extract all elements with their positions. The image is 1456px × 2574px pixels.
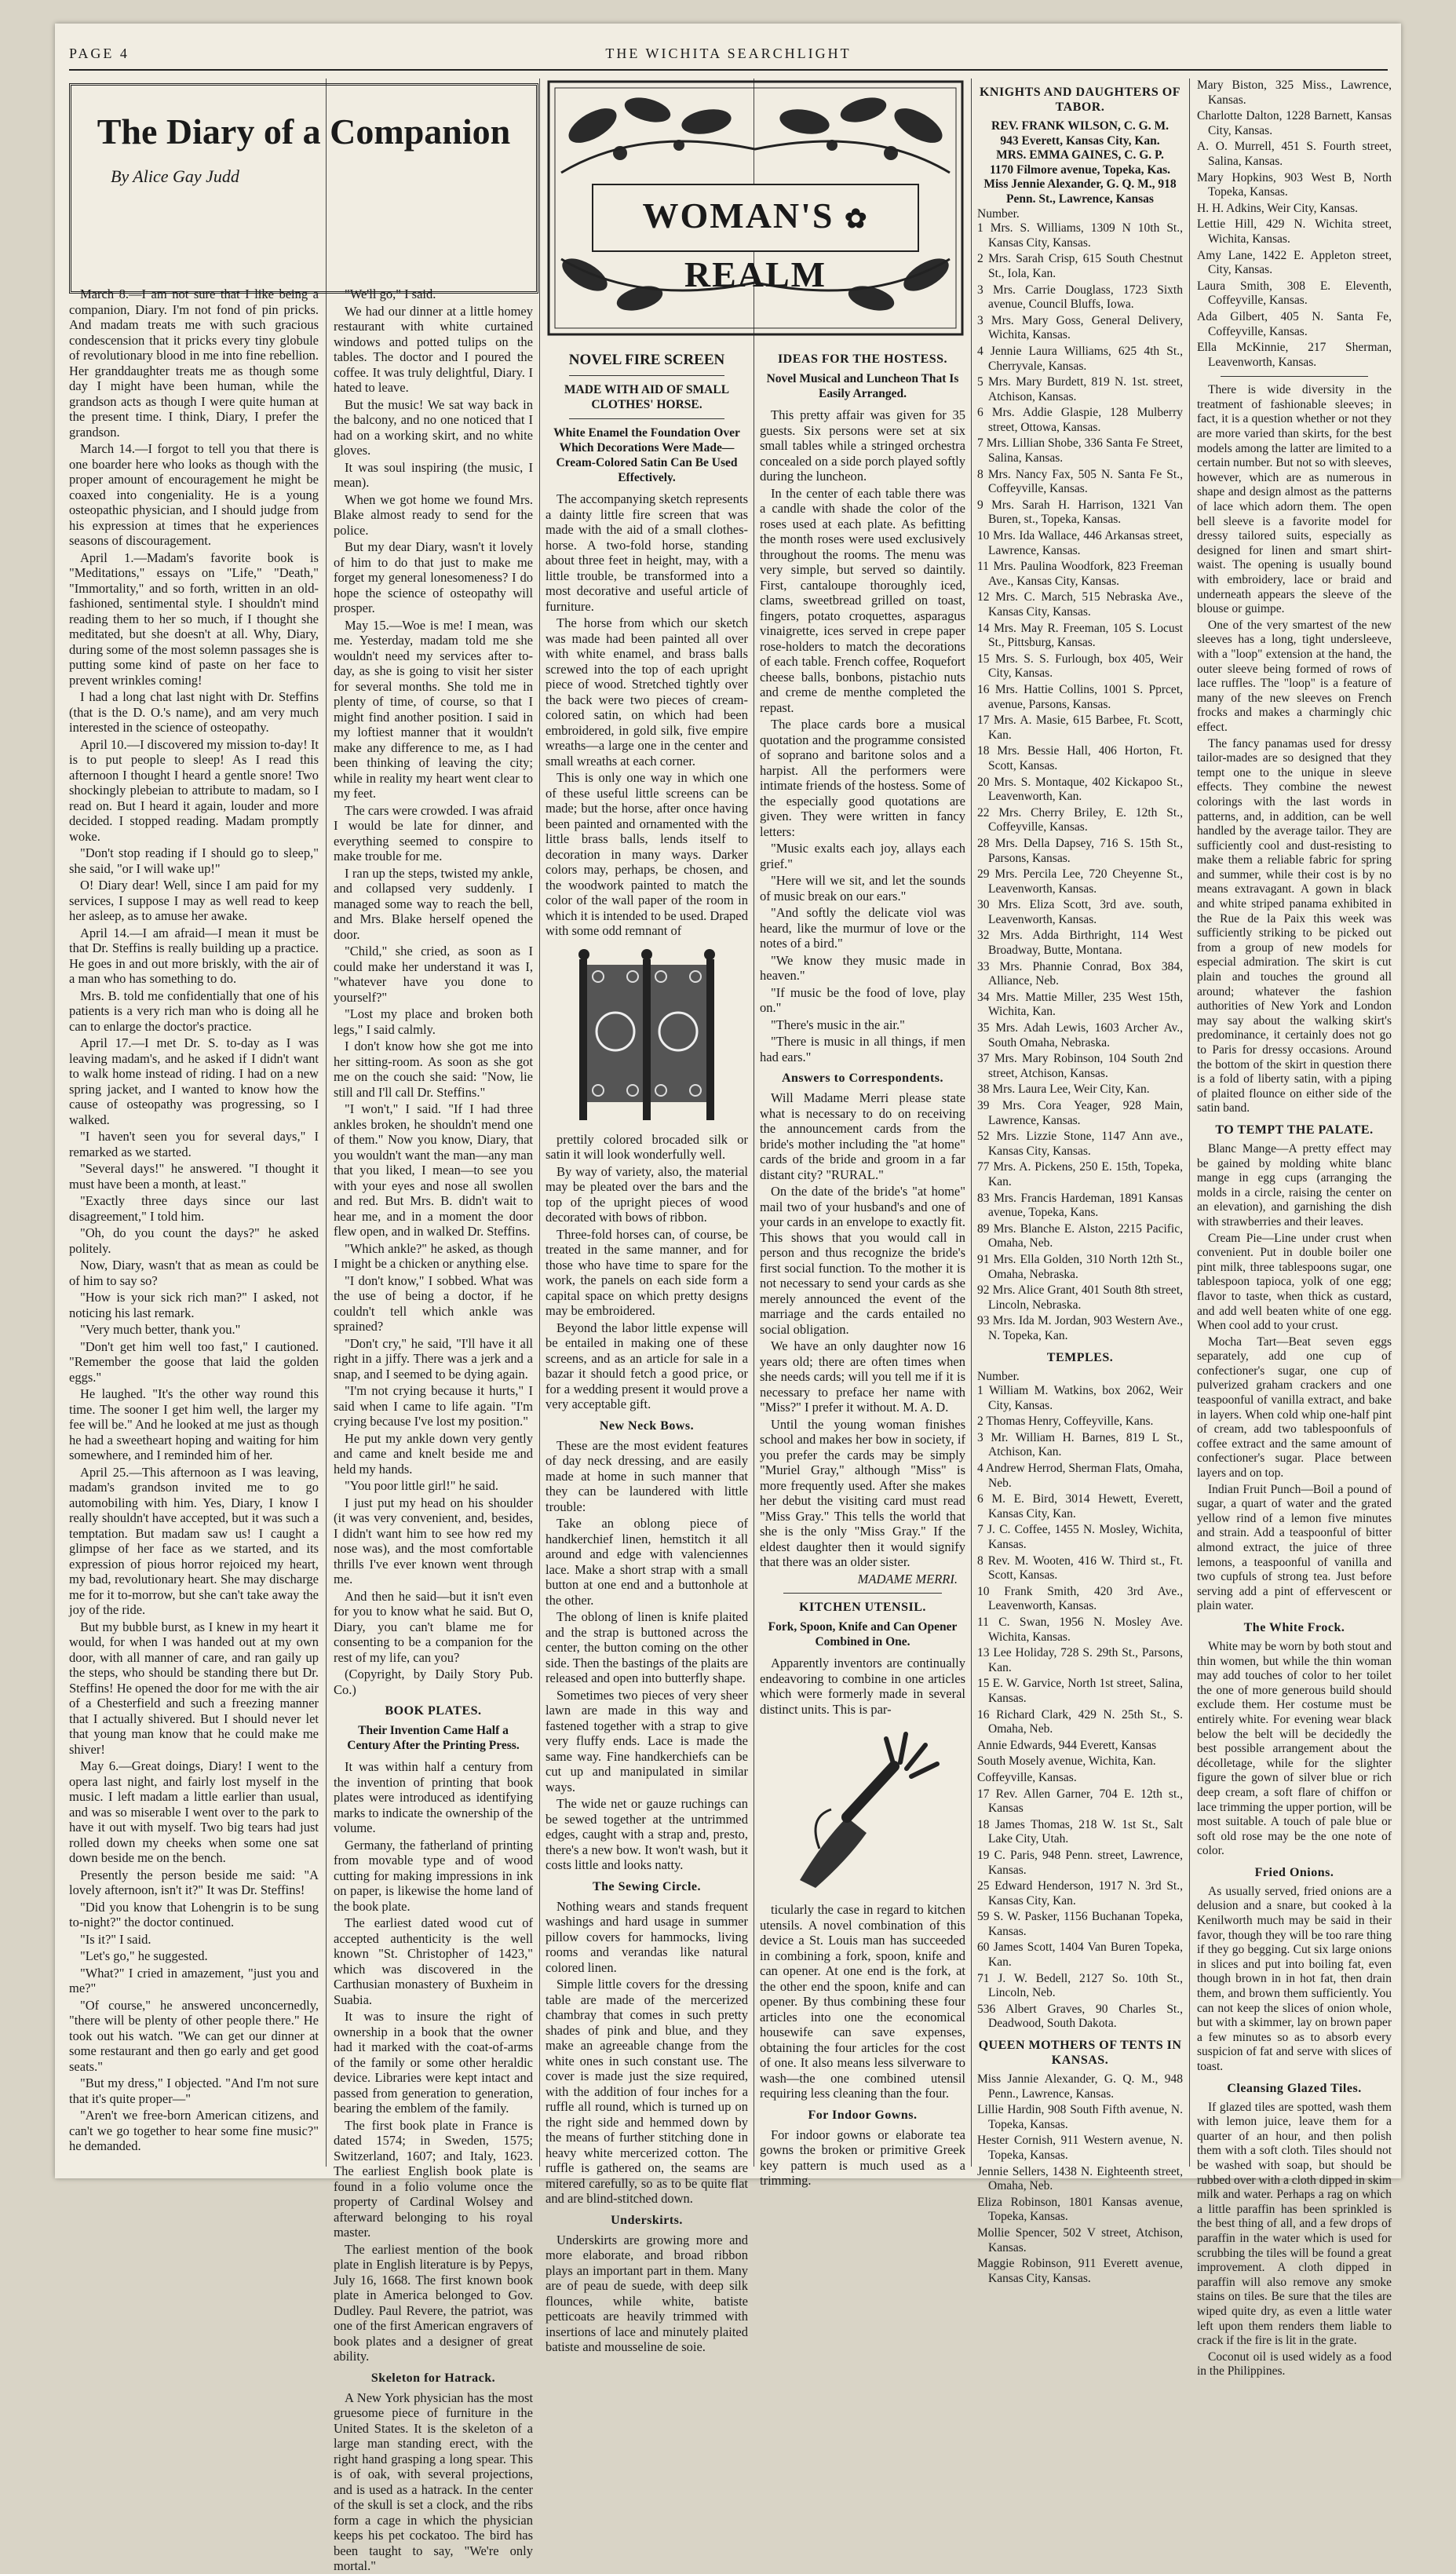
book-plates-paragraph: The first book plate in France is dated 1574; in Sweden, 1575; Switzerland, 1607; and Italy, 1623. The earliest English book plate is found in a folio volume once the property of Cardinal Wolsey and afterward belonging to his royal master. xyxy=(334,2117,533,2240)
diary-paragraph: "Let's go," he suggested. xyxy=(80,1948,208,1963)
list-item: Miss Jannie Alexander, G. Q. M., 948 Penn., Lawrence, Kansas. xyxy=(977,2072,1183,2101)
diary-paragraph: He put my ankle down very gently and came and knelt beside me and held my hands. xyxy=(334,1430,533,1477)
list-item: 22 Mrs. Cherry Briley, E. 12th St., Coffeyville, Kansas. xyxy=(977,805,1183,834)
hostess-body xyxy=(760,407,965,1064)
sleeves-paragraph: The fancy panamas used for dressy tailor-mades are so designed that they tempt one to the unique in sleeve effects. They combine the newest colorings with the last words in patterns, and, in addition, can be well handled by the average tailor. They are sufficiently cool and dust-resisting to make them a reliable fabric for spring and summer, while their cost is by no means extravagant. A gown in black and white striped panama exhibited in the Rue de la Paix this week was sufficiently striking to be picked out from a group of new models for especial admiration. The skirt is cut plain and touches the ground all around; whatever the fashion authorities of New York and London may say about the walking skirt's predominance, it certainly does not go to Paris for dressy occasions. Around the bottom of the skirt in question there is a fold of liberty satin, with a piping of plaited flounce on either side of the satin band. xyxy=(1197,736,1392,1115)
sleeves-paragraph: One of the very smartest of the new sleeves has a long, tight undersleeve, with a "loop" extension at the hand, the outer sleeve being formed of rows of lace ruffles. The "loop" is a feature of many of the new sleeves on French frocks and makes a charmingly chic effect. xyxy=(1197,618,1392,734)
knights-title: KNIGHTS AND DAUGHTERS OF TABOR. xyxy=(979,86,1181,114)
column-rule xyxy=(971,78,972,2167)
palate-title: TO TEMPT THE PALATE. xyxy=(1215,1123,1374,1137)
diary-paragraph: I had a long chat last night with Dr. Steffins (that is the D. O.'s name), and am very much interested in the science of osteopathy. xyxy=(69,689,319,735)
knights-number-label: Number. xyxy=(977,206,1020,221)
book-plates-paragraph: The earliest mention of the book plate in English literature is by Pepys, July 16, 1668. The first known book plate in America belonged to Gov. Dudley. Paul Revere, the patriot, was one of the first American engravers of book plates and a designer of great ability. xyxy=(334,2241,533,2364)
list-item: Eliza Robinson, 1801 Kansas avenue, Topeka, Kansas. xyxy=(977,2195,1183,2224)
hostess-paragraph: "There's music in the air." xyxy=(771,1017,905,1032)
diary-paragraph: "Is it?" I said. xyxy=(80,1931,151,1947)
diary-paragraph: "Don't cry," he said, "I'll have it all right in a jiffy. There was a jerk and a snap, and I seemed to be dying again. xyxy=(334,1335,533,1382)
diary-body xyxy=(69,287,319,2154)
fire-screen-paragraph: Beyond the labor little expense will be entailed in making one of these screens, and as an article for sale in a bazar it should fetch a good price, or for a wedding present it would prove a very acceptable gift. xyxy=(546,1320,748,1411)
underskirts-body xyxy=(546,2233,748,2355)
fire-screen-paragraph: By way of variety, also, the material may be pleated over the bars and the top of the upright pieces of wood decorated with bows of ribbon. xyxy=(546,1163,748,1225)
diary-paragraph: But my bubble burst, as I knew in my heart it would, for when I was handed out at my own door, with all manner of care, and ran gaily up the steps, who should be standing there but Dr. Steffins! He opened the door for me with the air of a Chesterfield and such a freezing manner that I actually shivered. But I should never let that young man know that he could make me shiver! xyxy=(69,1619,319,1757)
fire-screen-title: NOVEL FIRE SCREEN xyxy=(568,352,725,368)
diary-paragraph: "Don't stop reading if I should go to sleep," she said, "or I will wake up!" xyxy=(69,845,319,876)
neck-bows-paragraph: The oblong of linen is knife plaited and the strap is buttoned across the center, the button coming on the other side. Then the bastings of the plaits are released and open into butterfly shape. xyxy=(546,1609,748,1685)
list-item: 33 Mrs. Phannie Conrad, Box 384, Alliance, Neb. xyxy=(977,959,1183,988)
list-item: 15 Mrs. S. S. Furlough, box 405, Weir City, Kansas. xyxy=(977,652,1183,681)
list-item: 11 C. Swan, 1956 N. Mosley Ave. Wichita, Kansas. xyxy=(977,1616,1183,1644)
diary-paragraph: April 17.—I met Dr. S. to-day as I was leaving madam's, and he asked if I didn't want to walk home instead of riding. I had on a new spring jacket, and I wanted to know how the cause of osteopathy was progressing, so I walked. xyxy=(69,1035,319,1127)
hatrack-body xyxy=(334,2390,533,2574)
neck-bows-paragraph: The wide net or gauze ruchings can be sewed together at the untrimmed edges, caught with a strap and, presto, there's a new bow. It won't wash, but it costs little and looks natty. xyxy=(546,1796,748,1872)
fire-screen-paragraph: The accompanying sketch represents a dainty little fire screen that was made with the aid of a small clothes-horse. A two-fold horse, standing about three feet in height, may, with a little trouble, be transformed into a most decorative and useful article of furniture. xyxy=(546,491,748,614)
fried-onions-paragraph: As usually served, fried onions are a delusion and a snare, but cooked à la Kenilworth much may be said in their favor, though they will be too rare thing if they go begging. Cut six large onions in slices and put into boiling fat, even though brown in in hot fat, then drain them, and brown them sufficiently. You can not keep the slices of onion whole, but with a skimmer, lay on brown paper a few minutes so as to absorb every suspicion of fat and serve with slices of toast. xyxy=(1197,1884,1392,2073)
hostess-deck: Novel Musical and Luncheon That Is Easily Arranged. xyxy=(766,372,959,400)
kitchen-paragraph: ticularly the case in regard to kitchen utensils. A novel combination of this device a St. Louis man has succeeded in combining a fork, spoon, knife and can opener. At one end is the fork, at the other end the spoon, knife and can opener. By thus combining these four articles into one the economical housewife can save expenses, obtaining the four articles for the cost of one. It also means less silverware to wash—the one combined utensil requiring less cleaning than the four. xyxy=(760,1902,965,2101)
list-item: Ella McKinnie, 217 Sherman, Leavenworth, Kansas. xyxy=(1197,341,1392,369)
diary-paragraph: We had our dinner at a little homey restaurant with white curtained windows and potted tulips on the tables. The doctor and I poured the coffee. It was truly delightful, Diary. I hated to leave. xyxy=(334,303,533,395)
recipe-paragraph: Cream Pie—Line under crust when convenient. Put in double boiler one pint milk, three tablespoons sugar, one tablespoon tapioca, yolk of one egg; flavor to taste, when thick as custard, and add well beaten white of one egg. When cool add to your crust. xyxy=(1197,1231,1392,1333)
diary-paragraph: "Don't get him well too fast," I cautioned. "Remember the goose that laid the golden eggs." xyxy=(69,1338,319,1385)
hostess-paragraph: This pretty affair was given for 35 guests. Six persons were set at six small tables while a stringed orchestra concealed on a side porch played softly during the luncheon. xyxy=(760,407,965,484)
kitchen-body-continued xyxy=(760,1902,965,2101)
column-2 xyxy=(334,287,533,2573)
book-plates-title: BOOK PLATES. xyxy=(385,1704,482,1718)
diary-paragraph: March 8.—I am not sure that I like being a companion, Diary. I'm not fond of pin pricks. And madam treats me with such gracious condescension that it pricks every tiny globule of revolutionary blood in me into fine rebellion. Her granddaughter treats me as though some day I might have been human, while the grandson acts as though I were quite human at the present time. I think, Diary, I prefer the grandson. xyxy=(69,287,319,440)
list-item: 18 Mrs. Bessie Hall, 406 Horton, Ft. Scott, Kansas. xyxy=(977,744,1183,772)
list-item: Laura Smith, 308 E. Eleventh, Coffeyville, Kansas. xyxy=(1197,279,1392,308)
list-item: 10 Mrs. Ida Wallace, 446 Arkansas street, Lawrence, Kansas. xyxy=(977,529,1183,557)
hostess-paragraph: "Here will we sit, and let the sounds of music break on our ears." xyxy=(760,873,965,904)
list-item: 19 C. Paris, 948 Penn. street, Lawrence, Kansas. xyxy=(977,1848,1183,1877)
sleeves-paragraph: There is wide diversity in the treatment of fashionable sleeves; in fact, it is a question whether or not they are more varied than skirts, for the best models among the latter are limited to a certain number. But not so with sleeves, however, which are as numerous in shape and design almost as the patterns of lace which adorn them. The open bell sleeve is a favorite model for dressy tailored suits, especially as designed for linen and smart shirt-waist. The opening is usually bound with embroidery, lace or braid and underneath appears the sleeve of the blouse or guimpe. xyxy=(1197,383,1392,616)
temples-number-label: Number. xyxy=(977,1369,1020,1383)
list-item: 3 Mrs. Carrie Douglass, 1723 Sixth avenue, Council Bluffs, Iowa. xyxy=(977,283,1183,312)
hostess-paragraph: "If music be the food of love, play on." xyxy=(760,984,965,1015)
list-item: 91 Mrs. Ella Golden, 310 North 12th St., Omaha, Nebraska. xyxy=(977,1252,1183,1281)
diary-paragraph: When we got home we found Mrs. Blake almost ready to send for the police. xyxy=(334,491,533,538)
list-item: Mollie Spencer, 502 V street, Atchison, Kansas. xyxy=(977,2225,1183,2255)
diary-paragraph: And then he said—but it isn't even for you to know what he said. But O, Diary, you can't blame me for consenting to be a companion for the rest of my life, can you? xyxy=(334,1588,533,1665)
answers-paragraph: On the date of the bride's "at home" mail two of your husband's and one of your cards in an envelope to exactly fit. This shows that you would call in person and thus recognize the bride's first social function. To the mother it is not necessary to send your cards as she merely announced the event of the marriage and the cards entailed no social obligation. xyxy=(760,1184,965,1337)
list-item: 29 Mrs. Percila Lee, 720 Cheyenne St., Leavenworth, Kansas. xyxy=(977,867,1183,896)
diary-paragraph: Presently the person beside me said: "A lovely afternoon, isn't it?" It was Dr. Steffins! xyxy=(69,1867,319,1897)
knights-officers xyxy=(977,119,1183,207)
list-item: 3 Mr. William H. Barnes, 819 L St., Atchison, Kan. xyxy=(977,1430,1183,1459)
list-item: 93 Mrs. Ida M. Jordan, 903 Western Ave., N. Topeka, Kan. xyxy=(977,1314,1183,1342)
list-item: Lillie Hardin, 908 South Fifth avenue, N. Topeka, Kansas. xyxy=(977,2103,1183,2131)
temples-title: TEMPLES. xyxy=(1046,1350,1114,1364)
list-item: 7 J. C. Coffee, 1455 N. Mosley, Wichita, Kansas. xyxy=(977,1523,1183,1552)
list-item: Maggie Robinson, 911 Everett avenue, Kansas City, Kansas. xyxy=(977,2257,1183,2285)
neck-bows-paragraph: These are the most evident features of day neck dressing, and are easily made at home in such manner that they can be laundered with little trouble: xyxy=(546,1437,748,1514)
diary-paragraph: "Several days!" he answered. "I thought it must have been a month, at least." xyxy=(69,1161,319,1192)
hostess-paragraph: In the center of each table there was a candle with shade the color of the roses used at each plate. As befitting the month roses were used exclusively throughout the rooms. The menu was very simple, but served so daintily. First, cantaloupe thoroughly iced, clams, sweetbread grilled on toast, fingers, potato croquettes, asparagus vinaigrette, ices served in crepe paper rose-holders to match the decorations of each table. French coffee, Roquefort cheese balls, bonbons, pistachio nuts and creme de menthe completed the repast. xyxy=(760,485,965,715)
knights-officer: REV. FRANK WILSON, C. G. M. xyxy=(991,119,1169,133)
list-item: 71 J. W. Bedell, 2127 So. 10th St., Lincoln, Neb. xyxy=(977,1971,1183,2000)
newspaper-name: THE WICHITA SEARCHLIGHT xyxy=(605,45,852,61)
list-item: Mary Hopkins, 903 West B, North Topeka, Kansas. xyxy=(1197,170,1392,199)
diary-paragraph: I ran up the steps, twisted my ankle, and collapsed very suddenly. I managed some way to reach the bell, and Mrs. Blake herself opened the door. xyxy=(334,865,533,942)
diary-paragraph: It was soul inspiring (the music, I mean). xyxy=(334,459,533,490)
list-item: 32 Mrs. Adda Birthright, 114 West Broadway, Butte, Montana. xyxy=(977,929,1183,958)
book-plates-deck: Their Invention Came Half a Century After the Printing Press. xyxy=(347,1724,520,1752)
hostess-paragraph: "And softly the delicate viol was heard, like the murmur of love or the notes of a bird." xyxy=(760,905,965,951)
list-item: 59 S. W. Pasker, 1156 Buchanan Topeka, Kansas. xyxy=(977,1910,1183,1938)
diary-paragraph: O! Diary dear! Well, since I am paid for my services, I suppose I may as well read to keep her asleep, as to amuse her awake. xyxy=(69,878,319,923)
list-item: Hester Cornish, 911 Western avenue, N. Topeka, Kansas. xyxy=(977,2134,1183,2162)
list-item: Jennie Sellers, 1438 N. Eighteenth street, Omaha, Neb. xyxy=(977,2164,1183,2193)
diary-paragraph: "Did you know that Lohengrin is to be sung to-night?" the doctor continued. xyxy=(69,1899,319,1930)
book-plates-paragraph: It was to insure the right of ownership in a book that the owner had it marked with the coat-of-arms of the family or some other heraldic device. Libraries were kept intact and passed from generation to generation, bearing the emblem of the family. xyxy=(334,2009,533,2116)
list-item: 8 Mrs. Nancy Fax, 505 N. Santa Fe St., Coffeyville, Kansas. xyxy=(977,467,1183,496)
knights-officer: 1170 Filmore avenue, Topeka, Kas. xyxy=(989,162,1171,177)
answers-signature: MADAME MERRI. xyxy=(857,1571,958,1586)
indoor-gowns-title: For Indoor Gowns. xyxy=(808,2108,918,2122)
list-item: 38 Mrs. Laura Lee, Weir City, Kan. xyxy=(977,1083,1150,1097)
masthead xyxy=(69,38,1388,71)
list-item: 30 Mrs. Eliza Scott, 3rd ave. south, Leavenworth, Kansas. xyxy=(977,898,1183,926)
sewing-body xyxy=(546,1899,748,2207)
list-item: 89 Mrs. Blanche E. Alston, 2215 Pacific, Omaha, Neb. xyxy=(977,1221,1183,1250)
diary-banner xyxy=(69,78,538,283)
diary-paragraph: April 25.—This afternoon as I was leaving, madam's grandson invited me to go automobiling with him. Yes, Diary, I know I really shouldn't have accepted, but it was such a temptation. But madam saw us! I caught a glimpse of her face as we started, and its expression of pious horror rejoiced my heart, my bad, revolutionary heart. She may discharge me for it to-morrow, but she can't take away the joy of the ride. xyxy=(69,1464,319,1617)
diary-paragraph: "Lost my place and broken both legs," I said calmly. xyxy=(334,1006,533,1037)
list-item: Amy Lane, 1422 E. Appleton street, City, Kansas. xyxy=(1197,248,1392,277)
glazed-tiles-paragraph: If glazed tiles are spotted, wash them with lemon juice, leave them for a quarter of an hour, and then polish them with a soft cloth. Tiles should not be washed with soap, but should be rubbed over with a cloth dipped in skim milk and water. Perhaps a rag on which a little paraffin has been sprinkled is the best thing of all, and a few drops of paraffin in the water which is used for scrubbing the tiles will be found a great improvement. A cloth dipped in paraffin will also remove any smoke stains on tiles. Be sure that the tiles are wiped quite dry, as even a little water left upon them renders them liable to crack if the fire is lit in the grate. xyxy=(1197,2100,1392,2348)
fried-onions-body xyxy=(1197,1885,1392,2075)
book-plates-paragraph: Germany, the fatherland of printing from movable type and of wood cutting for making impressions in ink on paper, is likewise the home land of the book plate. xyxy=(334,1837,533,1914)
list-item: 1 William M. Watkins, box 2062, Weir City, Kansas. xyxy=(977,1384,1183,1412)
fire-screen-body-continued xyxy=(546,1132,748,1412)
list-item: 35 Mrs. Adah Lewis, 1603 Archer Av., South Omaha, Nebraska. xyxy=(977,1021,1183,1050)
answers-paragraph: Will Madame Merri please state what is necessary to do on receiving the announcement cards from the bride's mother including the "at home" cards of the bride and groom in a far distant city? "RURAL." xyxy=(760,1090,965,1182)
hostess-title: IDEAS FOR THE HOSTESS. xyxy=(777,352,948,366)
queen-mothers-title: QUEEN MOTHERS OF TENTS IN KANSAS. xyxy=(978,2039,1182,2068)
list-item: 2 Thomas Henry, Coffeyville, Kans. xyxy=(977,1415,1154,1429)
diary-paragraph: The cars were crowded. I was afraid I would be late for dinner, and everything seemed to conspire to make trouble for me. xyxy=(334,802,533,863)
diary-paragraph: "We'll go," I said. xyxy=(345,287,436,301)
recipe-paragraph: Mocha Tart—Beat seven eggs separately, add one cup of confectioner's sugar, one cup of pulverized graham crackers and one teaspoonful of vanilla extract, and bake in layers. When cold whip one-half pint of cream, add two tablespoonfuls of coffee extract and the same amount of confectioner's sugar. Place between layers and on top. xyxy=(1197,1334,1392,1481)
knights-list xyxy=(977,221,1183,1343)
list-item: 52 Mrs. Lizzie Stone, 1147 Ann ave., Kansas City, Kansas. xyxy=(977,1130,1183,1158)
kitchen-paragraph: Apparently inventors are continually endeavoring to combine in one articles which were formerly made in several distinct units. This is par- xyxy=(760,1656,965,1717)
list-item: 10 Frank Smith, 420 3rd Ave., Leavenworth, Kansas. xyxy=(977,1584,1183,1613)
answers-paragraph: We have an only daughter now 16 years old; there are often times when she needs cards; will you tell me if it is necessary to preface her name with "Miss?" I prefer it without. M. A. D. xyxy=(760,1338,965,1415)
list-item: 16 Mrs. Hattie Collins, 1001 S. Pprcet, avenue, Parsons, Kansas. xyxy=(977,682,1183,711)
diary-title: The Diary of a Companion xyxy=(97,111,511,152)
diary-body-continued xyxy=(334,287,533,1697)
list-item: 28 Mrs. Della Dapsey, 716 S. 15th St., Parsons, Kansas. xyxy=(977,836,1183,865)
diary-paragraph: April 10.—I discovered my mission to-day! It is to put people to sleep! As I read this afternoon I thought I heard a gentle snore! Two shockingly plebeian to attribute to madam, so I read on. But I heard it again, louder and more decided. I stopped reading. Madam promptly woke. xyxy=(69,736,319,844)
list-item: Coffeyville, Kansas. xyxy=(977,1770,1077,1784)
diary-paragraph: "I won't," I said. "If I had three ankles broken, he shouldn't mend one of them." Now you know, Diary, that you wouldn't want the man—any man that you liked, I mean—to see you with your eyes and nose all swollen and red. But Mrs. B. didn't wait to hear me, and in a moment the door flew open, and in walked Dr. Steffins. xyxy=(334,1101,533,1239)
underskirts-title: Underskirts. xyxy=(611,2213,683,2227)
diary-paragraph: "I haven't seen you for several days," I remarked as we started. xyxy=(69,1129,319,1159)
list-item: Annie Edwards, 944 Everett, Kansas xyxy=(977,1738,1157,1752)
diary-paragraph: But the music! We sat way back in the balcony, and no one noticed that I had on a working skirt, and no white gloves. xyxy=(334,396,533,458)
knights-officer: MRS. EMMA GAINES, C. G. P. xyxy=(996,148,1164,162)
newspaper-page xyxy=(55,24,1401,2573)
diary-paragraph: I don't know how she got me into her sitting-room. As soon as she got me on the couch she said: "Now, lie still and I'll call Dr. Steffins." xyxy=(334,1039,533,1100)
diary-paragraph: "Which ankle?" he asked, as though I might be a chicken or anything else. xyxy=(334,1240,533,1271)
diary-paragraph: "What?" I cried in amazement, "just you and me?" xyxy=(69,1965,319,1995)
indoor-gowns-paragraph: For indoor gowns or elaborate tea gowns the broken or primitive Greek key pattern is much used as a trimming. xyxy=(760,2127,965,2188)
womans-realm-title: WOMAN'S ✿ REALM xyxy=(642,195,869,294)
hostess-paragraph: "Music exalts each joy, allays each grief." xyxy=(760,841,965,871)
recipe-paragraph: Blanc Mange—A pretty effect may be gained by molding white blanc mange in egg cups (arranging the molds in a circle, raising the center on an elevation), and garnishing the dish with strawberries and their leaves. xyxy=(1197,1141,1392,1229)
diary-paragraph: "Exactly three days since our last disagreement," I told him. xyxy=(69,1193,319,1224)
column-4 xyxy=(760,345,965,2188)
hostess-paragraph: The place cards bore a musical quotation and the programme consisted of soprano and baritone solos and a harpist. All the performers were intimate friends of the hostess. Some of the especially good quotations are given. They were written in fancy letters: xyxy=(760,717,965,839)
sewing-title: The Sewing Circle. xyxy=(592,1879,702,1893)
diary-paragraph: "I'm not crying because it hurts," I said when I came to life again. "I'm crying because I've lost my position." xyxy=(334,1383,533,1429)
list-item: 13 Lee Holiday, 728 S. 29th St., Parsons, Kan. xyxy=(977,1646,1183,1674)
book-plates-body xyxy=(334,1759,533,2364)
glazed-tiles-paragraph: Coconut oil is used widely as a food in the Philippines. xyxy=(1197,2349,1392,2379)
diary-paragraph: "Child," she cried, as soon as I could make her understand it was I, "whatever have you done to yourself?" xyxy=(334,944,533,1005)
list-item: 25 Edward Henderson, 1917 N. 3rd St., Kansas City, Kan. xyxy=(977,1879,1183,1908)
diary-paragraph: March 14.—I forgot to tell you that there is one boarder here who looks as though with the proper amount of encouragement he might be coaxed into congeniality. He is a young osteopathic physician, and I should judge from his expression at times that he experiences seasons of discouragement. xyxy=(69,441,319,548)
kitchen-deck: Fork, Spoon, Knife and Can Opener Combined in One. xyxy=(768,1620,958,1648)
list-item: 83 Mrs. Francis Hardeman, 1891 Kansas avenue, Topeka, Kans. xyxy=(977,1191,1183,1220)
list-item: 14 Mrs. May R. Freeman, 105 S. Locust St., Pittsburg, Kansas. xyxy=(977,621,1183,650)
sleeves-body xyxy=(1197,383,1392,1116)
glazed-tiles-body xyxy=(1197,2101,1392,2379)
kitchen-title: KITCHEN UTENSIL. xyxy=(799,1601,926,1614)
book-plates-paragraph: It was within half a century from the invention of printing that book plates were introduced as identifying marks to indicate the ownership of the volume. xyxy=(334,1759,533,1835)
womans-realm-banner xyxy=(546,78,965,338)
fire-screen-illustration xyxy=(568,945,725,1126)
page-number: PAGE 4 xyxy=(69,45,130,61)
sewing-paragraph: Nothing wears and stands frequent washings and hard usage in summer pillow covers for hammocks, living rooms and verandas like natural colored linen. xyxy=(546,1898,748,1975)
diary-title-box xyxy=(69,83,538,294)
diary-paragraph: "How is your sick rich man?" I asked, not noticing his last remark. xyxy=(69,1290,319,1320)
list-item: A. O. Murrell, 451 S. Fourth street, Salina, Kansas. xyxy=(1197,140,1392,168)
diary-paragraph: "Of course," he answered unconcernedly, "there will be plenty of other people there." He took out his watch. "We can get our dinner at some restaurant and then go early and get good seats." xyxy=(69,1997,319,2074)
list-item: 3 Mrs. Mary Goss, General Delivery, Wichita, Kansas. xyxy=(977,313,1183,342)
glazed-tiles-title: Cleansing Glazed Tiles. xyxy=(1227,2081,1362,2095)
diary-paragraph: Now, Diary, wasn't that as mean as could be of him to say so? xyxy=(69,1258,319,1288)
indoor-gowns-body xyxy=(760,2127,965,2189)
diary-paragraph: May 15.—Woe is me! I mean, was me. Yesterday, madam told me she wouldn't need my services after to-day, as she is going to visit her sister for several months. She told me in plenty of time, of course, so that I might find another position. I said in my loftiest manner that it wouldn't make any difference to me, as I had been thinking of leaving the city; while in reality my heart went clear to my feet. xyxy=(334,617,533,801)
diary-paragraph: April 1.—Madam's favorite book is "Meditations," essays on "Life," "Death," "Immortality," and so forth, written in an old-fashioned, sentimental style. I shouldn't mind reading them to her so much, if I thought she meditated, but she doesn't at all. Why, Diary, during some of the most solemn passages she is putting some kind of paste on her face to prevent wrinkles coming! xyxy=(69,549,319,688)
column-6 xyxy=(1197,78,1392,2379)
diary-paragraph: May 6.—Great doings, Diary! I went to the opera last night, and fairly lost myself in the music. I left madam a little earlier than usual, and was so miserable I went over to the park to have it out with myself. Two big tears had just rolled down my cheeks when some one sat down beside me on the bench. xyxy=(69,1758,319,1865)
book-plates-paragraph: The earliest dated wood cut of accepted authenticity is the well known "St. Christopher of 1423," which was discovered in the Carthusian monastery of Buxheim in Suabia. xyxy=(334,1915,533,2007)
list-item: 15 E. W. Garvice, North 1st street, Salina, Kansas. xyxy=(977,1677,1183,1705)
list-item: 20 Mrs. S. Montaque, 402 Kickapoo St., Leavenworth, Kan. xyxy=(977,775,1183,804)
fire-screen-subdeck: White Enamel the Foundation Over Which Decorations Were Made—Cream-Colored Satin Can Be Used Effectively. xyxy=(553,426,740,484)
list-item: Ada Gilbert, 405 N. Santa Fe, Coffeyville, Kansas. xyxy=(1197,309,1392,338)
list-item: 2 Mrs. Sarah Crisp, 615 South Chestnut St., Iola, Kan. xyxy=(977,252,1183,280)
list-item: H. H. Adkins, Weir City, Kansas. xyxy=(1197,201,1358,215)
list-item: 37 Mrs. Mary Robinson, 104 South 2nd street, Atchison, Kansas. xyxy=(977,1052,1183,1080)
column-rule xyxy=(1189,78,1190,2167)
diary-paragraph: "Oh, do you count the days?" he asked politely. xyxy=(69,1225,319,1256)
fire-screen-paragraph: Three-fold horses can, of course, be treated in the same manner, and for those who have time to spare for the work, the panels on each side form a capital space on which pretty designs may be embroidered. xyxy=(546,1226,748,1318)
column-rule xyxy=(539,78,540,2167)
list-item: Charlotte Dalton, 1228 Barnett, Kansas City, Kansas. xyxy=(1197,109,1392,137)
list-item: 39 Mrs. Cora Yeager, 928 Main, Lawrence, Kansas. xyxy=(977,1099,1183,1127)
recipe-paragraph: Indian Fruit Punch—Boil a pound of sugar, a quart of water and the grated yellow rind of a lemon five minutes and strain. Add a teaspoonful of bitter almond extract, the juice of three lemons, a teaspoonful of vanilla and two cupfuls of strong tea. Just before serving add a pint of effervescent or plain water. xyxy=(1197,1482,1392,1613)
diary-paragraph: "Aren't we free-born American citizens, and can't we go together to hear some fine music?" he demanded. xyxy=(69,2108,319,2153)
knights-officer: 943 Everett, Kansas City, Kan. xyxy=(1000,133,1160,148)
list-item: 18 James Thomas, 218 W. 1st St., Salt Lake City, Utah. xyxy=(977,1817,1183,1846)
diary-paragraph: "But my dress," I objected. "And I'm not sure that it's quite proper—" xyxy=(69,2076,319,2106)
answers-title: Answers to Correspondents. xyxy=(781,1072,944,1085)
white-frock-paragraph: White may be worn by both stout and thin women, but while the thin woman may add touches of color to her toilet the one of more generous build should exclude them. Her costume must be entirely white. For evening wear black below the belt will be decidedly the best possible arrangement about the décolletage, while for the slighter figure the gown of silver blue or rich deep cream, a soft flare of chiffon or lace trimming the upper portion, will be most suitable. A touch of pale blue or soft old rose may be the one note of color. xyxy=(1197,1639,1392,1858)
neck-bows-title: New Neck Bows. xyxy=(599,1418,695,1433)
hostess-paragraph: "We know they music made in heaven." xyxy=(760,952,965,983)
diary-paragraph: "Very much better, thank you." xyxy=(80,1322,241,1337)
list-item: 17 Mrs. A. Masie, 615 Barbee, Ft. Scott, Kan. xyxy=(977,714,1183,742)
neck-bows-paragraph: Sometimes two pieces of very sheer lawn are made in this way and fastened together with a strap to give very fluffy ends. Lace is made the same way. Fine handkerchiefs can be cut up and manipulated in similar ways. xyxy=(546,1687,748,1794)
list-item: 1 Mrs. S. Williams, 1309 N 10th St., Kansas City, Kansas. xyxy=(977,221,1183,250)
fried-onions-title: Fried Onions. xyxy=(1254,1865,1334,1879)
white-frock-title: The White Frock. xyxy=(1243,1620,1345,1634)
diary-paragraph: I just put my head on his shoulder (it was very convenient, and, besides, I didn't want him to see how red my nose was), and the most comfortable thrills I've ever known went through me. xyxy=(334,1495,533,1586)
column-1 xyxy=(69,287,319,2171)
hatrack-paragraph: A New York physician has the most gruesome piece of furniture in the United States. It is the skeleton of a large man standing erect, with the right hand grasping a long spear. This is of oak, with several projections, and is used as a hatrack. In the center of the skull is set a clock, and the ribs form a cage in which the physician keeps his pet cockatoo. The bird has been taught to say, "We're only mortal." xyxy=(334,2390,533,2573)
list-item: 6 M. E. Bird, 3014 Hewett, Everett, Kansas City, Kan. xyxy=(977,1492,1183,1521)
list-item: 77 Mrs. A. Pickens, 250 E. 15th, Topeka, Kan. xyxy=(977,1160,1183,1188)
neck-bows-paragraph: Take an oblong piece of handkerchief linen, hemstitch it all around and edge with valenciennes lace. Make a short strap with a small button at one end and a buttonhole at the other. xyxy=(546,1516,748,1608)
underskirts-paragraph: Underskirts are growing more and more elaborate, and broad ribbon plays an important part in them. Many are of peau de suede, with deep silk flounces, while white, batiste petticoats are heavily trimmed with insertions of lace and minutely plaited batiste and mousseline de soie. xyxy=(546,2232,748,2354)
answers-paragraph: Until the young woman finishes school and makes her bow in society, if you prefer the cards may be simply "Muriel Gray," although "Miss" is more frequently used. After she makes her debut the visiting card must read "Miss Gray." This tells the world that she is the only "Miss Gray." If the eldest daughter then it would signify that there was an older sister. xyxy=(760,1416,965,1569)
fire-screen-paragraph: prettily colored brocaded silk or satin it will look wonderfully well. xyxy=(546,1131,748,1162)
fire-screen-paragraph: The horse from which our sketch was made had been painted all over with white enamel, and brass balls screwed into the top of each upright piece of wood. Stretched tightly over the back were two pieces of cream-colored satin, on which had been embroidered, in gold silk, five empire wreaths—a large one in the center and small wreaths at each corner. xyxy=(546,615,748,769)
diary-paragraph: (Copyright, by Daily Story Pub. Co.) xyxy=(334,1667,533,1697)
list-item: South Mosely avenue, Wichita, Kan. xyxy=(977,1754,1156,1769)
column-5 xyxy=(977,78,1183,2285)
list-item: 92 Mrs. Alice Grant, 401 South 8th street, Lincoln, Nebraska. xyxy=(977,1283,1183,1312)
fire-screen-paragraph: This is only one way in which one of these useful little screens can be made; but the horse, after once having been painted and ornamented with the little brass balls, lends itself to decoration in many ways. Darker colors may, perhaps, be chosen, and the woodwork painted to match the color of the wall paper of the room in which it is intended to be used. Draped with some odd remnant of xyxy=(546,770,748,938)
list-item: 34 Mrs. Mattie Miller, 235 West 15th, Wichita, Kan. xyxy=(977,990,1183,1019)
list-item: 536 Albert Graves, 90 Charles St., Deadwood, South Dakota. xyxy=(977,2002,1183,2031)
kitchen-utensil-illustration xyxy=(776,1723,949,1896)
list-item: 12 Mrs. C. March, 515 Nebraska Ave., Kansas City, Kansas. xyxy=(977,590,1183,619)
temples-list xyxy=(977,1384,1183,2032)
kitchen-body xyxy=(760,1656,965,1717)
fire-screen-deck: MADE WITH AID OF SMALL CLOTHES' HORSE. xyxy=(564,383,730,411)
diary-paragraph: He laughed. "It's the other way round this time. The sooner I get him well, the larger my fee will be." And he looked at me just as though he had a sweetheart hoping and waiting for him somewhere, and I reminded him of her. xyxy=(69,1386,319,1462)
sewing-paragraph: Simple little covers for the dressing table are made of the mercerized chambray that comes in such pretty shades of pink and blue, and they make an agreeable change from the white ones in such constant use. The cover is made just the size required, with the addition of four inches for a ruffle all round, which is turned up on the right side and hemmed down by the means of further stitching done in heavy white mercerized cotton. The ruffle is gathered on, the seams are mitered carefully, so as to be quite flat and are blind-stitched down. xyxy=(546,1977,748,2206)
list-item: Lettie Hill, 429 N. Wichita street, Wichita, Kansas. xyxy=(1197,217,1392,246)
white-frock-body xyxy=(1197,1640,1392,1859)
neck-bows-body xyxy=(546,1438,748,1873)
palate-body xyxy=(1197,1142,1392,1614)
list-item: 9 Mrs. Sarah H. Harrison, 1321 Van Buren, st., Topeka, Kansas. xyxy=(977,498,1183,527)
list-item: 8 Rev. M. Wooten, 416 W. Third st., Ft. Scott, Kansas. xyxy=(977,1554,1183,1583)
answers-body xyxy=(760,1090,965,1570)
list-item: 4 Jennie Laura Williams, 625 4th St., Cherryvale, Kansas. xyxy=(977,344,1183,373)
list-item: 60 James Scott, 1404 Van Buren Topeka, Kan. xyxy=(977,1941,1183,1970)
diary-paragraph: "You poor little girl!" he said. xyxy=(345,1478,499,1493)
queen-mothers-list xyxy=(977,2072,1183,2286)
hatrack-title: Skeleton for Hatrack. xyxy=(370,2371,496,2385)
list-item: 4 Andrew Herrod, Sherman Flats, Omaha, Neb. xyxy=(977,1462,1183,1490)
list-item: 7 Mrs. Lillian Shobe, 336 Santa Fe Street, Salina, Kansas. xyxy=(977,436,1183,466)
list-item: 16 Richard Clark, 429 N. 25th St., S. Omaha, Neb. xyxy=(977,1707,1183,1736)
diary-paragraph: Mrs. B. told me confidentially that one of his patients is a very rich man who is doing all he can to enlarge the doctor's practice. xyxy=(69,988,319,1034)
queen-mothers-list-continued xyxy=(1197,78,1392,370)
diary-paragraph: "I don't know," I sobbed. What was the use of being a doctor, if he couldn't tell which ankle was sprained? xyxy=(334,1272,533,1334)
column-rule xyxy=(326,78,327,2167)
list-item: 17 Rev. Allen Garner, 704 E. 12th st., Kansas xyxy=(977,1787,1183,1816)
hostess-paragraph: "There is music in all things, if men had ears." xyxy=(760,1034,965,1064)
list-item: 6 Mrs. Addie Glaspie, 128 Mulberry street, Ottowa, Kansas. xyxy=(977,406,1183,434)
column-3 xyxy=(546,345,748,2354)
list-item: Mary Biston, 325 Miss., Lawrence, Kansas. xyxy=(1197,78,1392,107)
list-item: 5 Mrs. Mary Burdett, 819 N. 1st. street, Atchison, Kansas. xyxy=(977,375,1183,403)
knights-officer: Miss Jennie Alexander, G. Q. M., 918 Penn. St., Lawrence, Kansas xyxy=(983,177,1177,206)
diary-paragraph: April 14.—I am afraid—I mean it must be that Dr. Steffins is really building up a practice. He goes in and out more briskly, with the air of a man who has something to do. xyxy=(69,925,319,986)
fire-screen-body xyxy=(546,491,748,939)
diary-paragraph: But my dear Diary, wasn't it lovely of him to do that just to make me forget my general lonesomeness? I do hope the science of osteopathy will prosper. xyxy=(334,539,533,615)
diary-byline: By Alice Gay Judd xyxy=(111,166,239,186)
list-item: 11 Mrs. Paulina Woodfork, 823 Freeman Ave., Kansas City, Kansas. xyxy=(977,560,1183,588)
